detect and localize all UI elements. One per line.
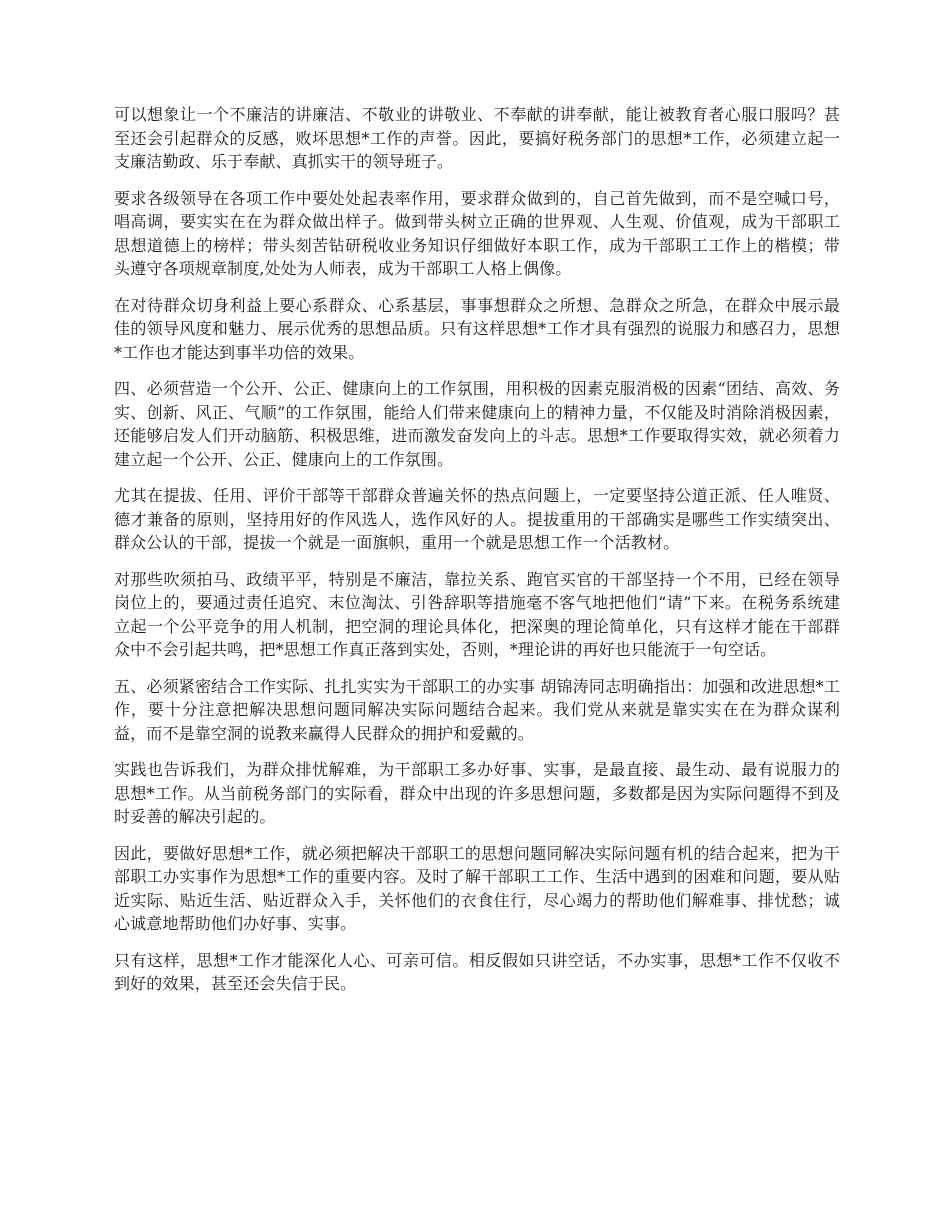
document-body (114, 103, 840, 996)
paragraph-5: 尤其在提拔、任用、评价干部等干部群众普遍关怀的热点问题上，一定要坚持公道正派、任人唯贤、德才兼备的原则，坚持用好的作风选人，选作风好的人。提拔重用的干部确实是哪些工作实绩突出、群众公认的干部，提拔一个就是一面旗帜，重用一个就是思想工作一个活教材。 (114, 486, 840, 552)
paragraph-4: 四、必须营造一个公开、公正、健康向上的工作氛围，用积极的因素克服消极的因素“团结、高效、务实、创新、风正、气顺”的工作氛围，能给人们带来健康向上的精神力量，不仅能及时消除消极因素，还能够启发人们开动脑筋、积极思维，进而激发奋发向上的斗志。思想*工作要取得实效，就必须着力建立起一个公开、公正、健康向上的工作氛围。 (114, 379, 840, 469)
paragraph-8: 实践也告诉我们，为群众排忧解难，为干部职工多办好事、实事，是最直接、最生动、最有说服力的思想*工作。从当前税务部门的实际看，群众中出现的许多思想问题，多数都是因为实际问题得不到及时妥善的解决引起的。 (114, 760, 840, 826)
paragraph-7: 五、必须紧密结合工作实际、扎扎实实为干部职工的办实事 胡锦涛同志明确指出：加强和改进思想*工作，要十分注意把解决思想问题同解决实际问题结合起来。我们党从来就是靠实实在在为群众谋利益，而不是靠空洞的说教来赢得人民群众的拥护和爱戴的。 (114, 676, 840, 743)
paragraph-3: 在对待群众切身利益上要心系群众、心系基层，事事想群众之所想、急群众之所急，在群众中展示最佳的领导风度和魅力、展示优秀的思想品质。只有这样思想*工作才具有强烈的说服力和感召力，思想*工作也才能达到事半功倍的效果。 (114, 295, 840, 362)
paragraph-6: 对那些吹须拍马、政绩平平，特别是不廉洁，靠拉关系、跑官买官的干部坚持一个不用，已经在领导岗位上的，要通过责任追究、末位淘汰、引咎辞职等措施毫不客气地把他们“请”下来。在税务系统建立起一个公平竞争的用人机制，把空洞的理论具体化，把深奥的理论简单化，只有这样才能在干部群众中不会引起共鸣，把*思想工作真正落到实处，否则，*理论讲的再好也只能流于一句空话。 (114, 569, 840, 659)
paragraph-1: 可以想象让一个不廉洁的讲廉洁、不敬业的讲敬业、不奉献的讲奉献，能让被教育者心服口服吗？甚至还会引起群众的反感，败坏思想*工作的声誉。因此，要搞好税务部门的思想*工作，必须建立起一支廉洁勤政、乐于奉献、真抓实干的领导班子。 (114, 105, 840, 171)
paragraph-2: 要求各级领导在各项工作中要处处起表率作用，要求群众做到的，自己首先做到，而不是空喊口号，唱高调，要实实在在为群众做出样子。做到带头树立正确的世界观、人生观、价值观，成为干部职工思想道德上的榜样；带头刻苦钻研税收业务知识仔细做好本职工作，成为干部职工工作上的楷模；带头遵守各项规章制度,处处为人师表，成为干部职工人格上偶像。 (114, 188, 840, 278)
paragraph-10: 只有这样，思想*工作才能深化人心、可亲可信。相反假如只讲空话，不办实事，思想*工作不仅收不到好的效果，甚至还会失信于民。 (114, 950, 840, 993)
paragraph-9: 因此，要做好思想*工作，就必须把解决干部职工的思想问题同解决实际问题有机的结合起来，把为干部职工办实事作为思想*工作的重要内容。及时了解干部职工工作、生活中遇到的困难和问题，要从贴近实际、贴近生活、贴近群众入手，关怀他们的衣食住行，尽心竭力的帮助他们解难事、排忧愁；诚心诚意地帮助他们办好事、实事。 (114, 843, 840, 933)
